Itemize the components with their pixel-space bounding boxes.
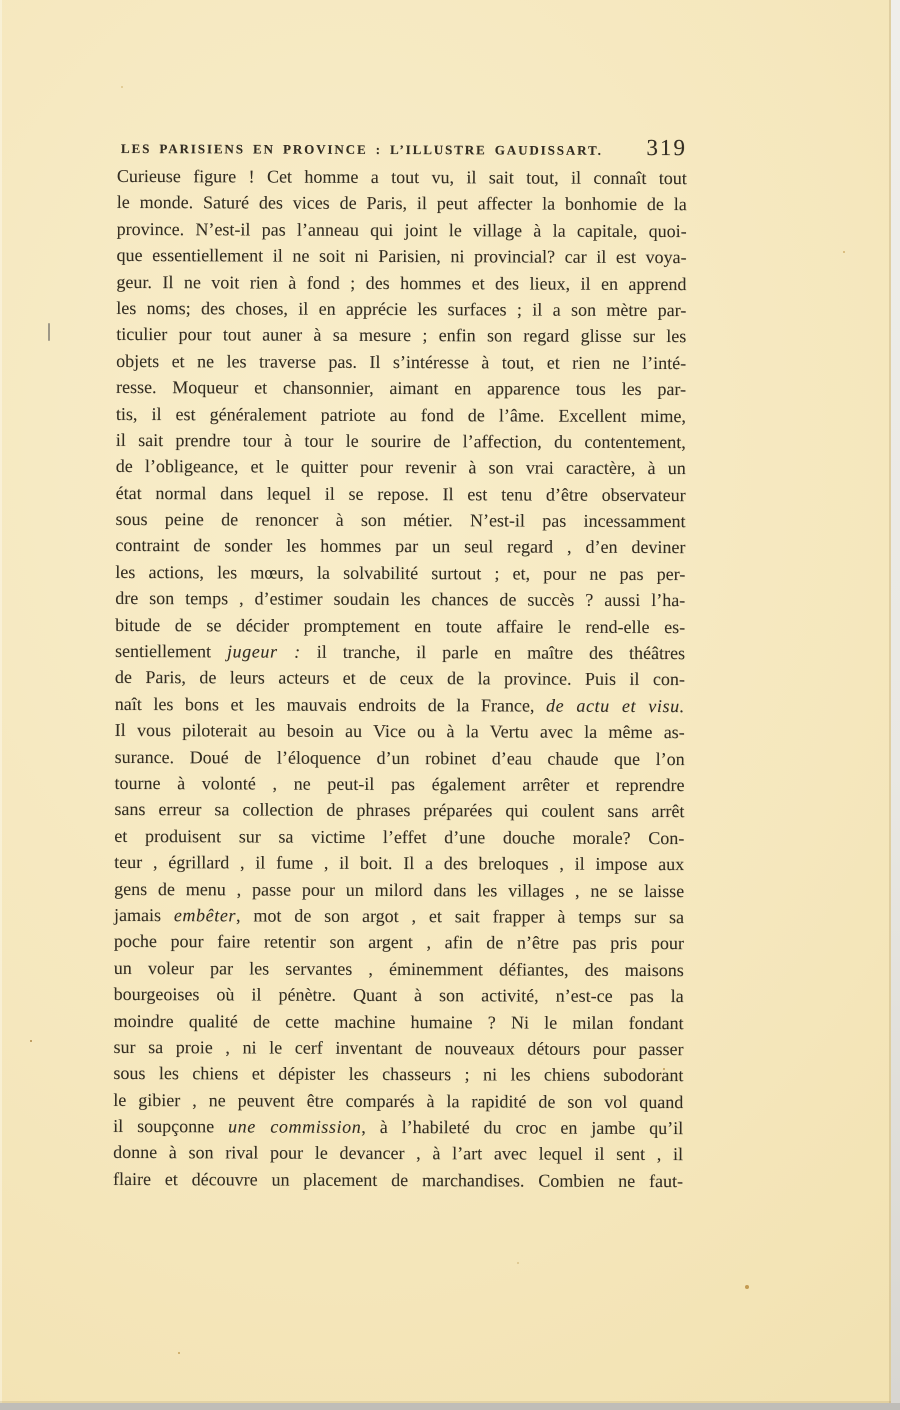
text-line: tis, il est généralement patriote au fond de l’âme. Excellent mime, (115, 403, 686, 426)
text-line: naît les bons et les mauvais endroits de la France, de actu et visu. (114, 693, 685, 716)
text-block (113, 163, 687, 1194)
text-line: province. N’est-il pas l’anneau qui joint le village à la capitale, quoi- (116, 218, 687, 241)
page-number: 319 (646, 134, 687, 161)
text-line: état normal dans lequel il se repose. Il est tenu d’être observateur (115, 482, 686, 505)
text-line: Curieuse figure ! Cet homme a tout vu, il sait tout, il connaît tout (116, 165, 687, 189)
text-line: il sait prendre tour à tour le sourire de l’affection, du contentement, (115, 429, 686, 452)
text-line: bitude de se décider promptement en toute affaire le rend-elle es- (115, 614, 686, 637)
text-line: les noms; des choses, il en apprécie les surfaces ; il a son mètre par- (116, 297, 687, 321)
text-line: sur sa proie , ni le cerf inventant de nouveaux détours pour passer (113, 1036, 684, 1059)
text-line: resse. Moqueur et chansonnier, aimant en apparence tous les par- (115, 377, 687, 400)
text-line: le gibier , ne peuvent être comparés à la rapidité de son vol quand (113, 1089, 684, 1112)
text-line: Il vous piloterait au besoin au Vice ou à la Vertu avec la même as- (114, 720, 685, 743)
text-line: il soupçonne une commission, à l’habileté du croc en jambe qu’il (113, 1115, 684, 1139)
text-line: contraint de sonder les hommes par un seul regard , d’en deviner (115, 535, 686, 558)
text-line: sentiellement jugeur : il tranche, il parle en maître des théâtres (114, 640, 686, 664)
printed-column (113, 133, 687, 1194)
text-line: que essentiellement il ne soit ni Parisien, ni provincial? car il est voya- (116, 245, 687, 268)
text-line: objets et ne les traverse pas. Il s’intéresse à tout, et rien ne l’inté- (116, 350, 687, 373)
text-line: flaire et découvre un placement de marchandises. Combien ne faut- (112, 1168, 684, 1191)
text-line: et produisent sur sa victime l’effet d’une douche morale? Con- (114, 825, 685, 848)
text-line: gens de menu , passe pour un milord dans les villages , ne se laisse (114, 878, 685, 901)
text-line: donne à son rival pour le devancer , à l’art avec lequel il sent , il (113, 1142, 684, 1165)
text-line: sous peine de renoncer à son métier. N’est-il pas incessamment (115, 508, 686, 532)
margin-pencil-mark (48, 323, 50, 341)
running-title: LES PARISIENS EN PROVINCE : L’ILLUSTRE GAUDISSART. (120, 140, 603, 158)
text-line: sous les chiens et dépister les chasseurs ; ni les chiens subodorant (113, 1063, 684, 1086)
text-line: les actions, les mœurs, la solvabilité surtout ; et, pour ne pas per- (115, 561, 686, 584)
text-line: de Paris, de leurs acteurs et de ceux de la province. Puis il con- (114, 667, 685, 690)
scanner-bed-right-edge (891, 0, 900, 1403)
text-line: le monde. Saturé des vices de Paris, il peut affecter la bonhomie de la (116, 192, 687, 215)
running-header (117, 133, 687, 160)
text-line: poche pour faire retentir son argent , afin de n’être pas pris pour (113, 931, 684, 954)
text-line: teur , égrillard , il fume , il boit. Il a des breloques , il impose aux (114, 852, 685, 875)
text-line: ticulier pour tout auner à sa mesure ; enfin son regard glisse sur les (116, 324, 687, 347)
text-line: un voleur par les servantes , éminemment défiantes, des maisons (113, 957, 684, 980)
text-line: bourgeoises où il pénètre. Quant à son activité, n’est-ce pas la (113, 984, 684, 1007)
text-line: moindre qualité de cette machine humaine ? Ni le milan fondant (113, 1010, 684, 1033)
text-line: de l’obligeance, et le quitter pour revenir à son vrai caractère, à un (115, 456, 686, 479)
text-line: tourne à volonté , ne peut-il pas également arrêter et reprendre (114, 772, 685, 796)
text-line: geur. Il ne voit rien à fond ; des hommes et des lieux, il en apprend (116, 271, 687, 294)
text-line: jamais embêter, mot de son argot , et sait frapper à temps sur sa (113, 904, 685, 928)
text-line: dre son temps , d’estimer soudain les chances de succès ? aussi l’ha- (115, 588, 686, 611)
text-line: sans erreur sa collection de phrases préparées qui coulent sans arrêt (114, 799, 685, 822)
text-line: surance. Doué de l’éloquence d’un robinet d’eau chaude que l’on (114, 746, 685, 769)
